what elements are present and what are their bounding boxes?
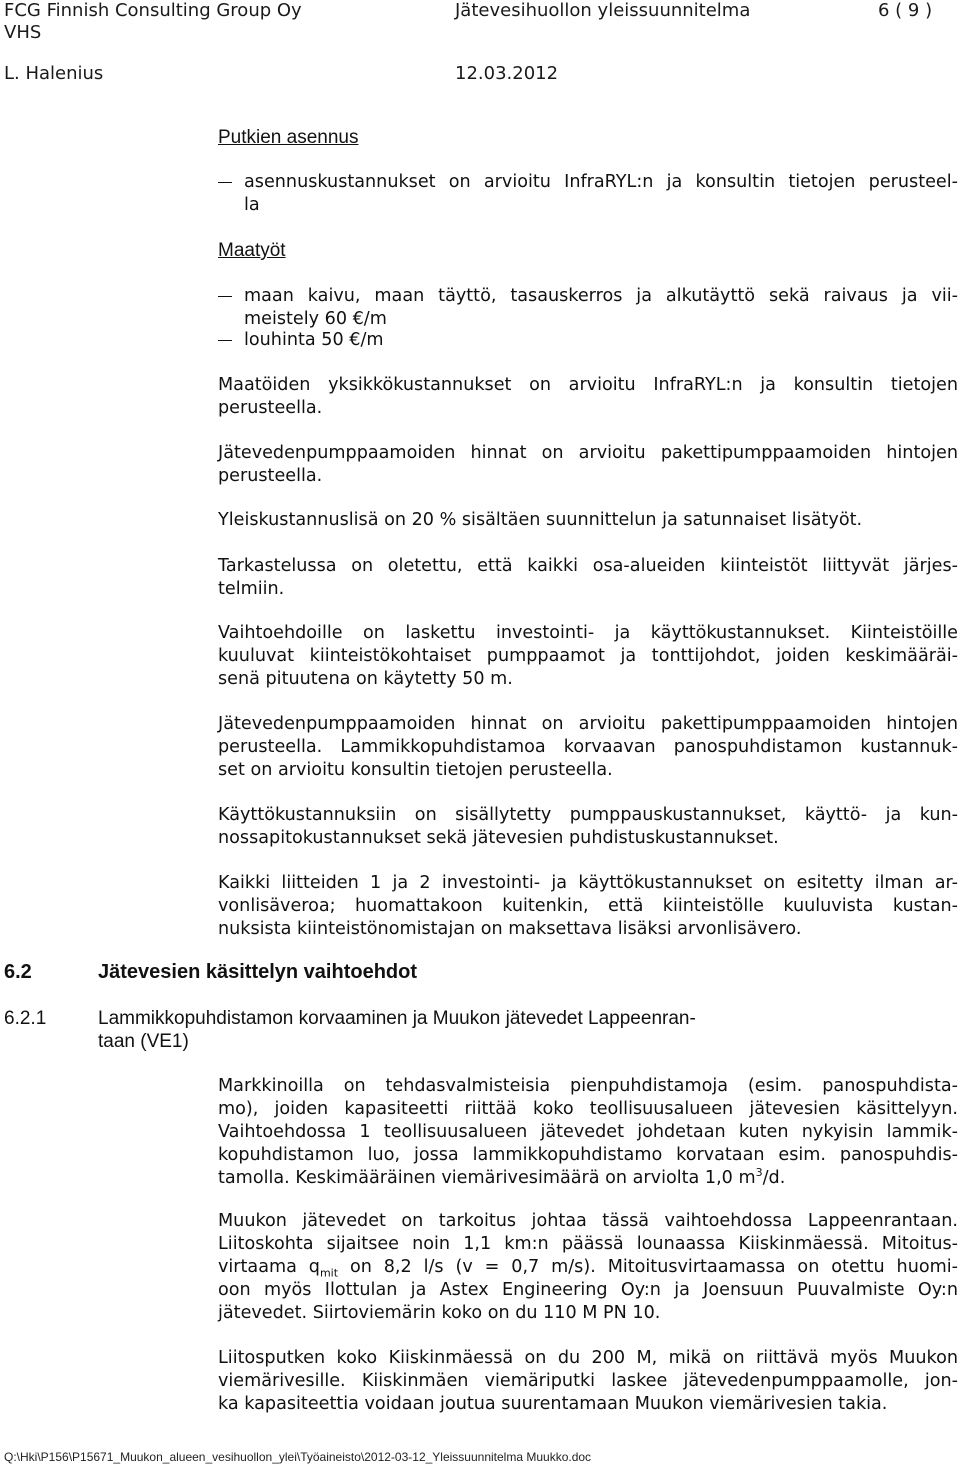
footer-file-path: Q:\Hki\P156\P15671_Muukon_alueen_vesihuollon_ylei\Työaineisto\2012-03-12_Yleissuunnitelma Muukko.doc	[4, 1450, 592, 1464]
department: VHS	[4, 22, 42, 43]
maatyot-heading: Maatyöt	[218, 240, 286, 261]
paragraph: Jätevedenpumppaamoiden hinnat on arvioitu pakettipumppaamoiden hintojen perusteella. Lammikkopuhdistamoa korvaavan panospuhdistamon kustannuk- set on arvioitu konsultin tietojen perusteella.	[218, 714, 958, 780]
section-number: 6.2	[4, 961, 32, 983]
paragraph: Jätevedenpumppaamoiden hinnat on arvioitu pakettipumppaamoiden hintojen perusteella.	[218, 443, 958, 486]
subsection-number: 6.2.1	[4, 1008, 47, 1029]
bullet-text: asennuskustannukset on arvioitu InfraRYL:n ja konsultin tietojen perusteel- la	[244, 172, 958, 215]
paragraph: Muukon jätevedet on tarkoitus johtaa tässä vaihtoehdossa Lappeenrantaan. Liitoskohta sijaitsee noin 1,1 km:n päässä lounaassa Kiiskinmäessä. Mitoitus- virtaama $q_{mit}$ on 8,2 l/s (v = 0,7 m/s). Mitoitusvirtaamassa on otettu huomi- oon myös Ilottulan ja Astex Engineering Oy:n ja Joensuun Puuvalmiste Oy:n jätevedet. Siirtoviemärin koko on du 110 M PN 10.	[218, 1211, 958, 1323]
company-name: FCG Finnish Consulting Group Oy	[4, 0, 302, 21]
paragraph: Liitosputken koko Kiiskinmäessä on du 200 M, mikä on riittävä myös Muukon viemärivesille. Kiiskinmäen viemäriputki laskee jätevedenpumppaamolle, jon- ka kapasiteettia voidaan joutua suurentamaan Muukon viemärivesien takia.	[218, 1348, 958, 1414]
bullet-text: maan kaivu, maan täyttö, tasauskerros ja alkutäyttö sekä raivaus ja vii- meistely 60 €/m	[244, 286, 958, 329]
paragraph: Markkinoilla on tehdasvalmisteisia pienpuhdistamoja (esim. panospuhdista- mo), joiden kapasiteetti riittää koko teollisuusalueen jätevesien käsittelyyn. Vaihtoehdossa 1 teollisuusalueen jätevedet johdetaan kuten nykyisin lammik- kopuhdistamon luo, jossa lammikkopuhdistamo korvataan esim. panospuhdis- tamolla. Keskimääräinen viemärivesimäärä on arviolta 1,0 $m^3/d$.	[218, 1076, 958, 1188]
paragraph: Maatöiden yksikkökustannukset on arvioitu InfraRYL:n ja konsultin tietojen perusteella.	[218, 375, 958, 418]
paragraph: Yleiskustannuslisä on 20 % sisältäen suunnittelun ja satunnaiset lisätyöt.	[218, 510, 863, 530]
bullet-item	[218, 329, 958, 352]
document-title: Jätevesihuollon yleissuunnitelma	[455, 0, 751, 21]
subsection-title: Lammikkopuhdistamon korvaaminen ja Muukon jätevedet Lappeenran- taan (VE1)	[98, 1008, 696, 1052]
paragraph: Tarkastelussa on oletettu, että kaikki osa-alueiden kiinteistöt liittyvät järjes- telmiin.	[218, 556, 958, 599]
putkien-asennus-heading: Putkien asennus	[218, 127, 359, 148]
paragraph: Vaihtoehdoille on laskettu investointi- ja käyttökustannukset. Kiinteistöille kuuluvat kiinteistökohtaiset pumppaamot ja tonttijohdot, joiden keskimääräi- senä pituutena on käytetty 50 m.	[218, 623, 958, 689]
paragraph: Käyttökustannuksiin on sisällytetty pumppauskustannukset, käyttö- ja kun- nossapitokustannukset sekä jätevesien puhdistuskustannukset.	[218, 805, 958, 848]
section-title: Jätevesien käsittelyn vaihtoehdot	[98, 961, 418, 983]
bullet-item	[218, 171, 958, 217]
bullet-item	[218, 285, 958, 331]
dash-bullet-icon	[218, 340, 232, 341]
bullet-text: louhinta 50 €/m	[244, 330, 384, 350]
page-number: 6 ( 9 )	[878, 0, 933, 21]
paragraph: Kaikki liitteiden 1 ja 2 investointi- ja käyttökustannukset on esitetty ilman ar- vonlisäveroa; huomattakoon kuitenkin, että kiinteistölle kuuluvista kustan- nuksista kiinteistönomistajan on maksettava lisäksi arvonlisävero.	[218, 873, 958, 939]
dash-bullet-icon	[218, 182, 232, 183]
dash-bullet-icon	[218, 296, 232, 297]
author: L. Halenius	[4, 63, 104, 84]
document-date: 12.03.2012	[455, 63, 559, 84]
